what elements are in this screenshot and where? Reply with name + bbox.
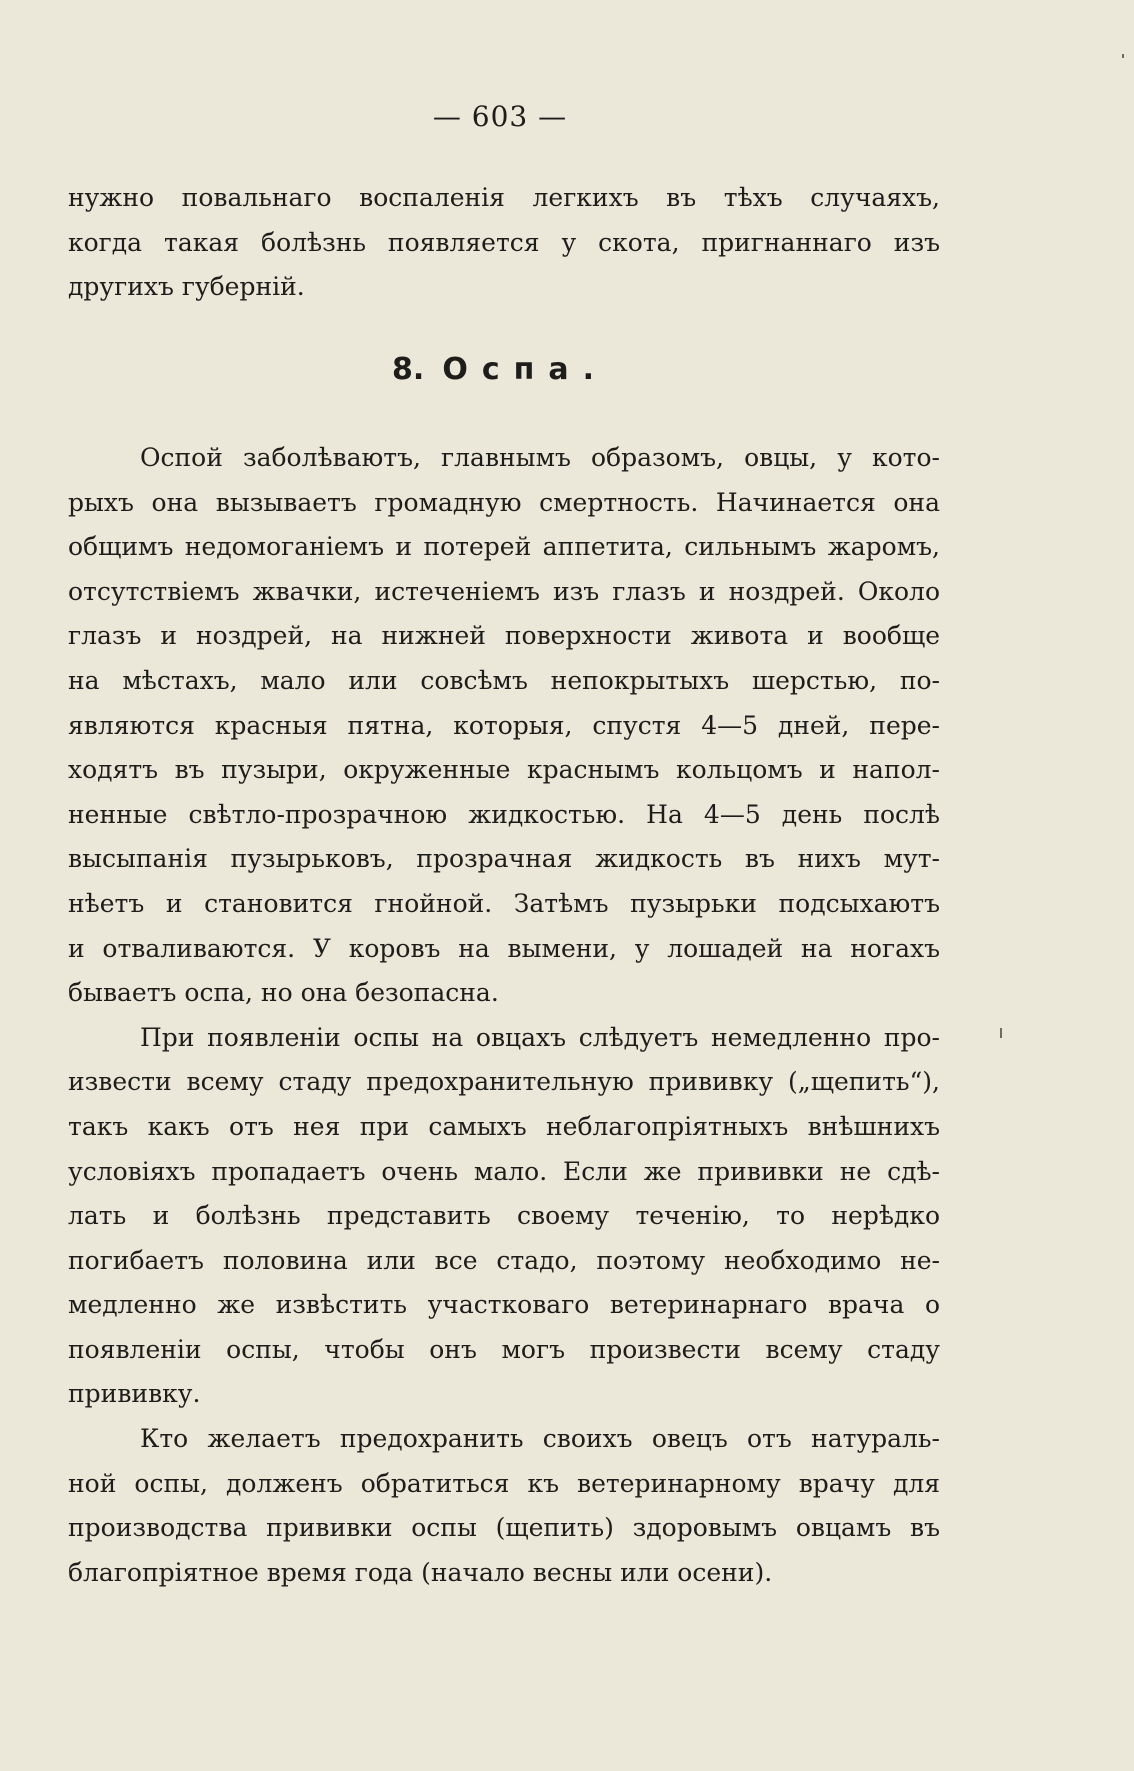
paragraph-prevention [68,1417,940,1595]
section-body [68,436,940,1595]
text-line: ной оспы, долженъ обратиться къ ветеринарному врачу для [68,1468,940,1498]
text-line: условіяхъ пропадаетъ очень мало. Если же прививки не сдѣ- [68,1156,940,1186]
intro-paragraph [68,176,940,310]
page-number: — 603 — [432,100,568,133]
text-line: глазъ и ноздрей, на нижней поверхности живота и вообще [68,621,940,651]
text-line: нѣетъ и становится гнойной. Затѣмъ пузырьки подсыхаютъ [68,888,940,918]
text-line: Оспой заболѣваютъ, главнымъ образомъ, овцы, у кото- [140,443,940,472]
text-line: рыхъ она вызываетъ громадную смертность. Начинается она [68,487,940,517]
text-line: появленіи оспы, чтобы онъ могъ произвести всему стаду [68,1334,940,1364]
text-line: извести всему стаду предохранительную прививку („щепить“), [68,1067,940,1097]
scan-mark [1122,54,1124,58]
text-line: ненные свѣтло-прозрачною жидкостью. На 4—5 день послѣ [68,799,940,829]
text-line: и отваливаются. У коровъ на вымени, у лошадей на ногахъ [68,933,940,963]
text-line: погибаетъ половина или все стадо, поэтому необходимо не- [68,1245,940,1275]
section-number: 8. [392,352,425,387]
section-heading [0,352,1000,387]
text-line: являются красныя пятна, которыя, спустя 4—5 дней, пере- [68,710,940,740]
paragraph-vaccination [68,1016,940,1417]
text-line: на мѣстахъ, мало или совсѣмъ непокрытыхъ шерстью, по- [68,665,940,695]
text-line: благопріятное время года (начало весны или осени). [68,1557,773,1587]
text-line: лать и болѣзнь представить своему теченію, то нерѣдко [68,1201,940,1231]
text-line: прививку. [68,1379,201,1409]
text-line: ходятъ въ пузыри, окруженные краснымъ кольцомъ и напол- [68,755,940,785]
text-line: другихъ губерній. [68,272,305,302]
text-line: такъ какъ отъ нея при самыхъ неблагопріятныхъ внѣшнихъ [68,1111,940,1141]
text-line: Кто желаетъ предохранить своихъ овецъ отъ натураль- [140,1424,940,1454]
section-title: Оспа. [442,352,608,387]
text-line: бываетъ оспа, но она безопасна. [68,978,499,1008]
scan-mark [1000,1028,1002,1038]
text-line: высыпанія пузырьковъ, прозрачная жидкость въ нихъ мут- [68,844,940,874]
text-line: нужно повальнаго воспаленія легкихъ въ тѣхъ случаяхъ, [68,183,940,212]
text-line: При появленіи оспы на овцахъ слѣдуетъ немедленно про- [140,1022,940,1052]
text-line: производства прививки оспы (щепить) здоровымъ овцамъ въ [68,1513,940,1543]
text-line: медленно же извѣстить участковаго ветеринарнаго врача о [68,1290,940,1320]
text-line: отсутствіемъ жвачки, истеченіемъ изъ глазъ и ноздрей. Около [68,576,940,606]
paragraph-symptoms [68,436,940,1016]
text-line: когда такая болѣзнь появляется у скота, пригнаннаго изъ [68,227,940,257]
text-line: общимъ недомоганіемъ и потерей аппетита, сильнымъ жаромъ, [68,532,940,562]
